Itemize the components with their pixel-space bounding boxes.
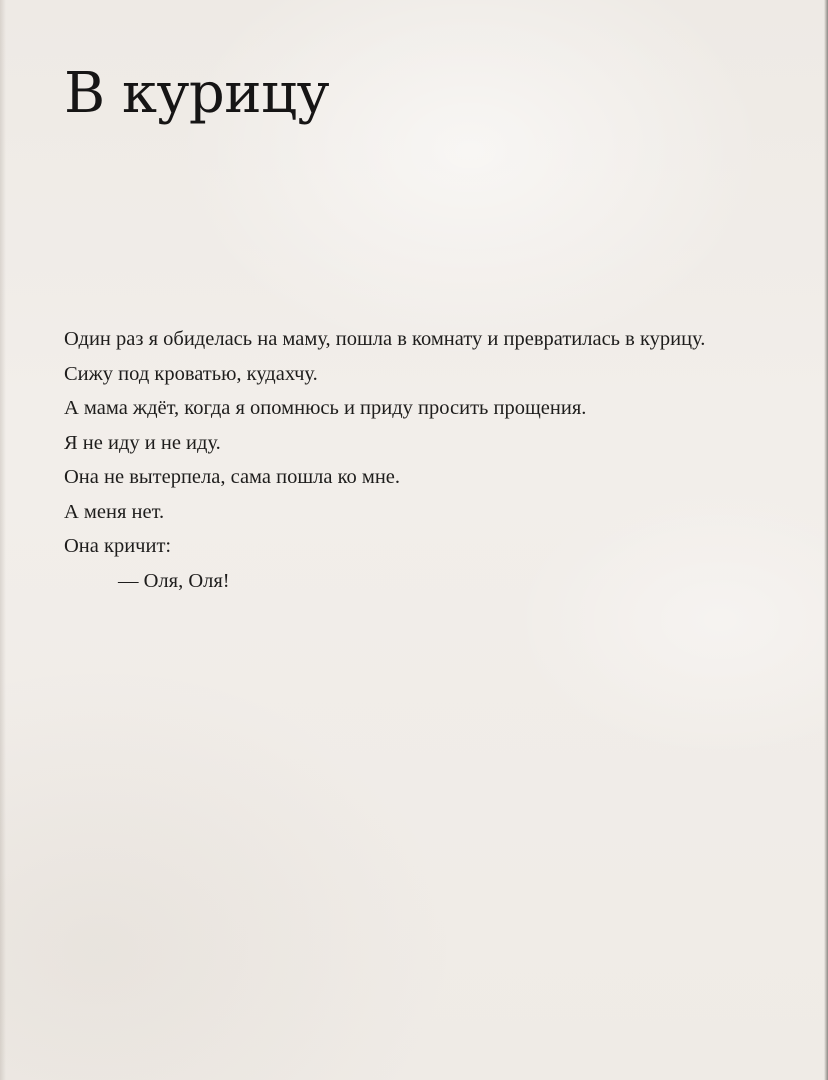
story-title: В курицу xyxy=(64,61,330,126)
page-right-edge xyxy=(824,0,828,1080)
story-line: А мама ждёт, когда я опомнюсь и приду просить прощения. xyxy=(64,397,587,419)
story-line: Один раз я обиделась на маму, пошла в комнату и превратилась в курицу. xyxy=(64,328,706,350)
story-line: Она кричит: xyxy=(64,535,172,557)
dialogue-line: — Оля, Оля! xyxy=(118,569,230,592)
story-line: Сижу под кроватью, кудахчу. xyxy=(64,362,318,385)
story-body xyxy=(64,322,804,598)
story-line: Она не вытерпела, сама пошла ко мне. xyxy=(64,466,401,488)
story-line: Я не иду и не иду. xyxy=(64,431,221,454)
story-line: А меня нет. xyxy=(64,500,165,523)
page-left-edge xyxy=(0,0,6,1080)
